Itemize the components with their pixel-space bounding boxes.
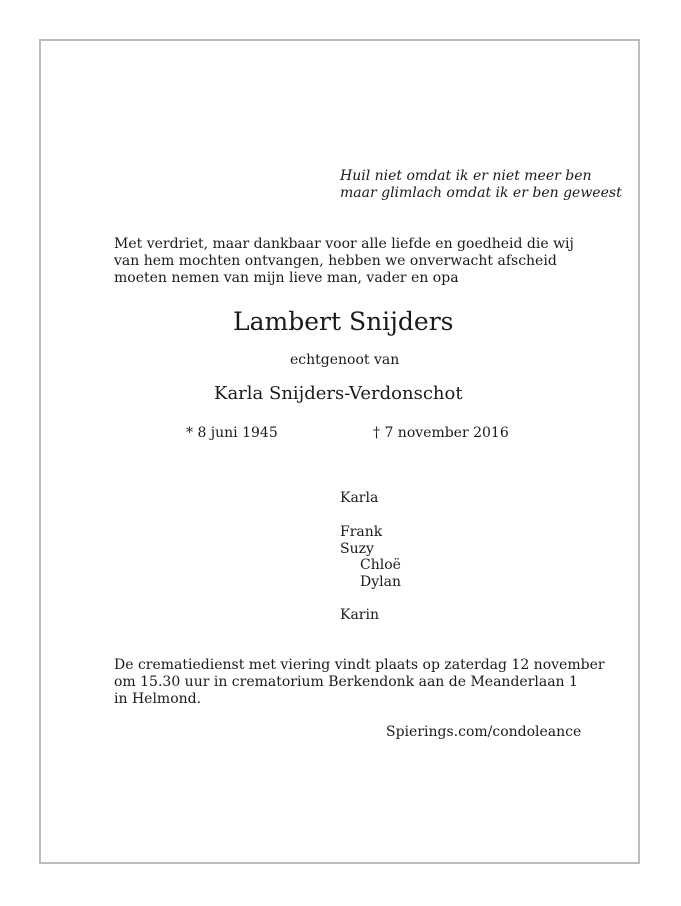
service-line-3: in Helmond. — [114, 691, 202, 707]
partner-name: Karla Snijders-Verdonschot — [214, 383, 463, 404]
condolence-link[interactable]: Spierings.com/condoleance — [386, 724, 582, 740]
intro-line-2: van hem mochten ontvangen, hebben we onverwacht afscheid — [114, 253, 557, 269]
family-spouse: Karla — [340, 490, 379, 506]
family-grandchild-1: Chloë — [360, 557, 401, 573]
relation-text: echtgenoot van — [290, 352, 400, 368]
deceased-name: Lambert Snijders — [233, 307, 454, 336]
intro-line-3: moeten nemen van mijn lieve man, vader en opa — [114, 270, 459, 286]
motto-line-1: Huil niet omdat ik er niet meer ben — [340, 168, 592, 184]
motto-line-2: maar glimlach omdat ik er ben geweest — [340, 185, 622, 201]
service-line-2: om 15.30 uur in crematorium Berkendonk aan de Meanderlaan 1 — [114, 674, 578, 690]
family-grandchild-2: Dylan — [360, 574, 401, 590]
family-child-1-partner: Suzy — [340, 541, 374, 557]
intro-line-1: Met verdriet, maar dankbaar voor alle liefde en goedheid die wij — [114, 236, 574, 252]
service-line-1: De crematiedienst met viering vindt plaats op zaterdag 12 november — [114, 657, 605, 673]
family-child-1: Frank — [340, 524, 383, 540]
family-child-2: Karin — [340, 607, 379, 623]
birth-date: * 8 juni 1945 — [186, 425, 278, 441]
death-date: † 7 november 2016 — [373, 425, 509, 441]
